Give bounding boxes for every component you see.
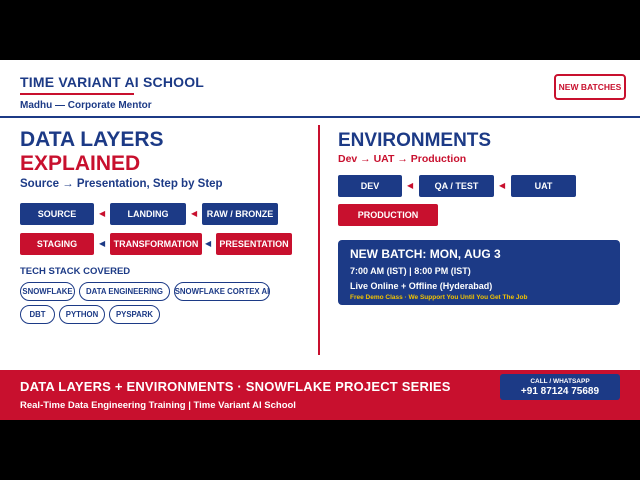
batch-note: Free Demo Class · We Support You Until You Get The Job <box>350 294 528 301</box>
triangle-left-icon: ◀ <box>407 181 414 190</box>
new-batches-button[interactable]: NEW BATCHES <box>554 74 626 100</box>
tech-pill-snowflake: SNOWFLAKE <box>20 282 75 301</box>
tech-pill-snowflake-cortex-ai: SNOWFLAKE CORTEX AI <box>174 282 270 301</box>
tech-pill-python: PYTHON <box>59 305 105 324</box>
environments-title: ENVIRONMENTS <box>338 130 492 151</box>
footer-title: DATA LAYERS + ENVIRONMENTS · SNOWFLAKE PROJECT SERIES <box>20 379 451 394</box>
env-dev: DEV <box>338 175 402 197</box>
layer-staging: STAGING <box>20 233 94 255</box>
env-uat: UAT <box>511 175 576 197</box>
new-batch-card <box>338 240 620 305</box>
school-name: TIME VARIANT AI SCHOOL <box>20 74 205 90</box>
letterbox-bottom <box>0 420 640 480</box>
data-layers-subtitle: Source → Presentation, Step by Step <box>20 178 223 190</box>
tech-pill-dbt: DBT <box>20 305 55 324</box>
env-production: PRODUCTION <box>338 204 438 226</box>
letterbox-top <box>0 0 640 60</box>
layer-transformation: TRANSFORMATION <box>110 233 202 255</box>
data-layers-title: DATA LAYERS <box>20 128 164 151</box>
triangle-left-icon: ◀ <box>99 239 106 248</box>
header-divider <box>0 116 640 118</box>
call-whatsapp-button[interactable] <box>500 374 620 400</box>
tech-pill-pyspark: PYSPARK <box>109 305 160 324</box>
phone-number: +91 87124 75689 <box>520 386 600 397</box>
call-label: CALL / WHATSAPP <box>530 378 590 385</box>
batch-times: 7:00 AM (IST) | 8:00 PM (IST) <box>350 266 471 276</box>
footer-tagline: Real-Time Data Engineering Training | Time Variant AI School <box>20 400 296 411</box>
title-underline <box>20 93 134 95</box>
layer-presentation: PRESENTATION <box>216 233 292 255</box>
batch-headline: NEW BATCH: MON, AUG 3 <box>350 247 501 261</box>
triangle-left-icon: ◀ <box>499 181 506 190</box>
triangle-left-icon: ◀ <box>205 239 212 248</box>
layer-source: SOURCE <box>20 203 94 225</box>
environments-subtitle: Dev → UAT → Production <box>338 153 467 165</box>
mentor-label: Madhu — Corporate Mentor <box>20 100 152 111</box>
triangle-left-icon: ◀ <box>191 209 198 218</box>
layer-landing: LANDING <box>110 203 186 225</box>
triangle-left-icon: ◀ <box>99 209 106 218</box>
tech-pill-data-engineering: DATA ENGINEERING <box>79 282 170 301</box>
slide <box>0 60 640 420</box>
layer-raw-bronze: RAW / BRONZE <box>202 203 278 225</box>
env-qa-test: QA / TEST <box>419 175 494 197</box>
batch-mode: Live Online + Offline (Hyderabad) <box>350 281 493 291</box>
tech-stack-title: TECH STACK COVERED <box>20 266 131 277</box>
column-divider <box>318 125 320 355</box>
footer-banner <box>0 370 640 420</box>
explained-title: EXPLAINED <box>20 152 141 175</box>
